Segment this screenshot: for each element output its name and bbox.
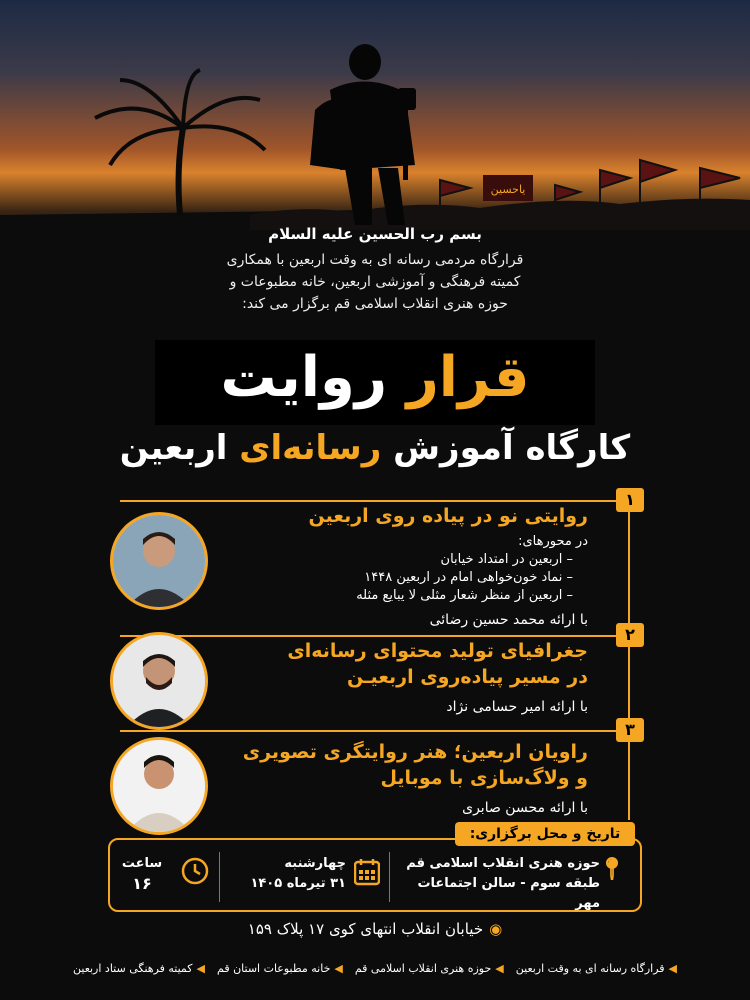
footer-item [217,962,343,975]
session-title: راویان اربعین؛ هنر روایتگری تصویری [242,741,588,763]
date-info [230,854,380,894]
main-title-highlight: قرار [406,345,530,410]
session-axes-label: در محورهای: [518,534,588,549]
session-presenter: با ارائه محمد حسین رضائی [429,612,588,628]
session-title: در مسیر پیاده‌روی اربعیـن [346,666,588,688]
session-3 [120,720,635,820]
hero-image [0,0,750,240]
intro-line: کمیته فرهنگی و آموزشی اربعین، خانه مطبوعات و [229,274,521,290]
session-title: جغرافیای تولید محتوای رسانه‌ای [287,640,588,662]
address [0,920,750,938]
caret-left-icon: ◀ [334,962,343,975]
footer-item [516,962,677,975]
session-presenter: با ارائه امیر حسامی نژاد [446,699,588,715]
footer-label: حوزه هنری انقلاب اسلامی قم [354,962,492,975]
avatar [110,512,208,610]
session-1 [120,490,635,630]
details-box [108,838,642,912]
date-value: ۳۱ تیرماه ۱۴۰۵ [250,876,346,891]
sub-title [0,428,750,468]
footer-label: کمیته فرهنگی ستاد اربعین [73,962,193,975]
session-axis: – اربعین از منظر شعار مثلی لا یبایع مثله [356,588,573,603]
sub-title-highlight: رسانه‌ای [239,428,382,468]
date-day: چهارشنبه [284,856,346,871]
location-pin-icon: 📍︎ [598,857,626,882]
session-2 [120,625,635,730]
sub-title-part: کارگاه آموزش [393,428,631,468]
basmala: بسم رب الحسین علیه السلام [268,225,482,243]
footer-item [355,962,504,975]
sub-title-part: اربعین [119,428,228,468]
clock-icon [180,856,210,893]
location-pin-icon: ◉ [489,920,503,938]
avatar [110,632,208,730]
intro-line: حوزه هنری انقلاب اسلامی قم برگزار می کند: [242,296,508,312]
time-value: ۱۶ [132,874,152,893]
banner-text: یاحسین [490,183,526,196]
venue-line: حوزه هنری انقلاب اسلامی قم [406,856,600,871]
caret-left-icon: ◀ [495,962,504,975]
session-number: ۲ [616,623,644,647]
session-presenter: با ارائه محسن صابری [462,800,588,816]
calendar-icon [354,858,380,893]
session-title: و ولاگ‌سازی با موبایل [380,767,588,789]
address-text: خیابان انقلاب انتهای کوی ۱۷ پلاک ۱۵۹ [247,920,484,938]
caret-left-icon: ◀ [668,962,678,975]
intro-line: قرارگاه مردمی رسانه ای به وقت اربعین با همکاری [226,252,524,268]
session-number: ۳ [616,718,644,742]
main-title [0,345,750,410]
time-info [114,854,210,894]
caret-left-icon: ◀ [196,962,205,975]
footer-label: قرارگاه رسانه ای به وقت اربعین [515,962,665,975]
venue-info [396,854,626,914]
session-axis: – اربعین در امتداد خیابان [440,552,573,567]
session-axis: – نماد خون‌خواهی امام در اربعین ۱۴۴۸ [364,570,573,585]
details-tag: تاریخ و محل برگزاری: [455,822,635,846]
session-title: روایتی نو در پیاده روی اربعین [308,505,588,527]
venue-line: طبقه سوم - سالن اجتماعات مهر [417,876,600,911]
footer [0,962,750,975]
intro [150,225,600,315]
main-title-rest: روایت [220,345,388,410]
divider [389,852,390,902]
session-number: ۱ [616,488,644,512]
divider [219,852,220,902]
time-label: ساعت [121,856,163,871]
footer-item [73,962,205,975]
footer-label: خانه مطبوعات استان قم [217,962,331,975]
avatar [110,737,208,835]
